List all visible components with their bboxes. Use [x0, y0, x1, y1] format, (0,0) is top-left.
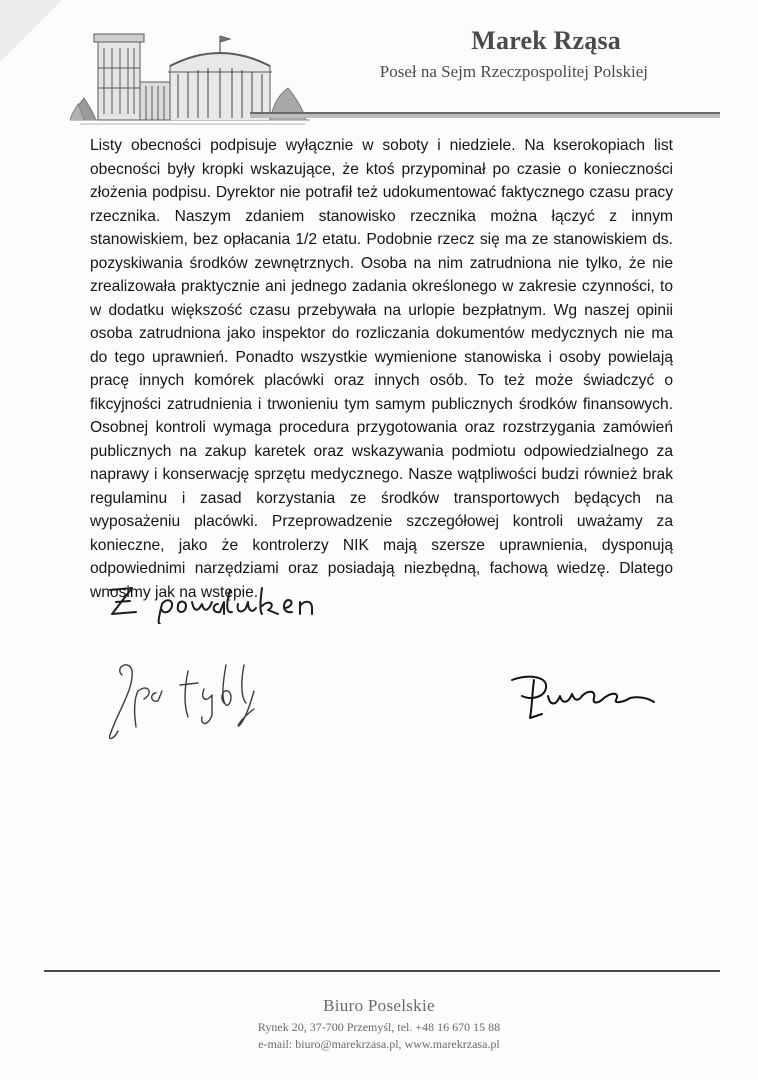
footer-divider: [44, 970, 720, 972]
page-corner-fold: [0, 0, 62, 62]
footer-office-title: Biuro Poselskie: [323, 996, 435, 1015]
handwritten-closing: [106, 580, 346, 624]
signature-right: [508, 668, 658, 724]
header-name: Marek Rząsa: [471, 26, 621, 55]
header-divider: [250, 112, 720, 118]
letter-body: Listy obecności podpisuje wyłącznie w soboty i niedziele. Na kserokopiach list obecności były kropki wskazujące, że ktoś przypominał po czasie o konieczności złożenia podpisu. Dyrektor nie potrafił też udokumentować faktycznego czasu pracy rzecznika. Naszym zdaniem stanowisko rzecznika można łączyć z innym stanowiskiem, bez opłacania 1/2 etatu. Podobnie rzecz się ma ze stanowiskiem ds. pozyskiwania środków zewnętrznych. Osoba na nim zatrudniona nie tylko, że nie zrealizowała praktycznie ani jednego zadania określonego w zakresie czynności, to w dodatku większość czasu przebywała na urlopie bezpłatnym. Wg naszej opinii osoba zatrudniona jako inspektor do rozliczania dokumentów medycznych nie ma do tego uprawnień. Ponadto wszystkie wymienione stanowiska i osoby powielają pracę innych komórek placówki oraz innych osób. To też może świadczyć o fikcyjności zatrudnienia i trwonieniu tym samym publicznych środków finansowych. Osobnej kontroli wymaga procedura przygotowania oraz rozstrzygania zamówień publicznych na zakup karetek oraz wskazywania podmiotu odpowiedzialnego za naprawy i konserwację sprzętu medycznego. Nasze wątpliwości budzi również brak regulaminu i zasad korzystania ze środków transportowych będących na wyposażeniu placówki. Przeprowadzenie szczegółowej kontroli uważamy za konieczne, jako że kontrolerzy NIK mają szersze uprawnienia, dysponują odpowiednimi narzędziami oraz posiadają niezbędną, fachową wiedzę. Dlatego wnosimy jak na wstępie.: [90, 137, 673, 601]
signature-left: [104, 655, 274, 741]
footer-contact: e-mail: biuro@marekrzasa.pl, www.marekrzasa.pl: [258, 1037, 500, 1051]
header-subtitle: Poseł na Sejm Rzeczpospolitej Polskiej: [379, 62, 648, 81]
footer-address: Rynek 20, 37-700 Przemyśl, tel. +48 16 670 15 88: [257, 1020, 501, 1034]
